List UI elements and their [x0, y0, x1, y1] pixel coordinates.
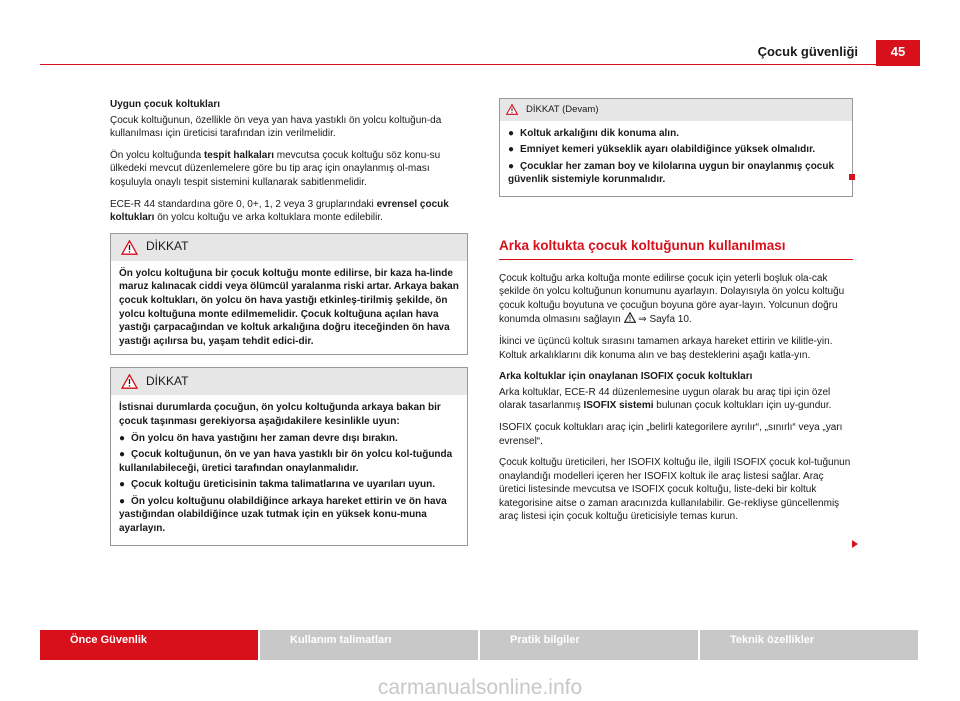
warning-title: DİKKAT (Devam) [526, 104, 599, 115]
suitable-seats-heading: Uygun çocuk koltukları [110, 99, 221, 110]
warning-box-front-seat [110, 233, 468, 356]
page-number-badge: 45 [876, 40, 920, 66]
warning-triangle-icon [121, 374, 138, 389]
tab-practical-tips[interactable]: Pratik bilgiler [480, 630, 698, 660]
paragraph-anchor-rings: Ön yolcu koltuğunda tespit halkaları mevcutsa çocuk koltuğu söz konu-su ülkedeki mevcut düzenlemelere göre bu tip araç için onaylanmış ol-ması koşuluyla onaylı tespit sistemini kullanarak sabitlenmelidir. [110, 149, 441, 188]
warning-box-exceptions [110, 367, 468, 545]
list-item: ● Çocuk koltuğunun, ön ve yan hava yastıklı bir ön yolcu kol-tuğunda kullanılabileceği, üretici tarafından onaylanmalıdır. [119, 449, 453, 474]
isofix-heading: Arka koltuklar için onaylanan ISOFIX çocuk koltukları [499, 371, 753, 383]
paragraph-approval: Çocuk koltuğunun, özellikle ön veya yan hava yastıklı ön yolcu koltuğun-da kullanılması için üreticisi tarafından izin verilmelidir. [110, 114, 442, 140]
warning-text: Ön yolcu koltuğuna bir çocuk koltuğu monte edilirse, bir kaza ha-linde maruz kalınacak ciddi veya ölümcül yaralanma riski artar. Arkaya bakan çocuk koltukları, ön yolcu ön hava yastığı etkinleş-tirilmiş şekilde, ön yolcu koltuğuna monte edilmemelidir. Çocuk koltuğuna açılan hava yastığı çarpacağından ve koltuk arkalığına doğru iteceğinden ön hava yastığı açılırsa bu, yaşam tehdit edici-dir. [119, 267, 459, 347]
warning-triangle-icon [121, 240, 138, 255]
continue-arrow-icon [852, 540, 858, 548]
warning-title: DİKKAT [146, 239, 189, 254]
header-divider [40, 64, 918, 65]
paragraph-seat-rows: İkinci ve üçüncü koltuk sırasını tamamen arkaya hareket ettirin ve kilitle-yin. Koltuk arkalıklarını dik konuma alın ve baş desteklerini aşağı katla-yın. [499, 335, 833, 361]
list-item: ● Çocuk koltuğu üreticisinin takma talimatlarına ve uyarıları uyun. [119, 479, 436, 491]
list-item: ● Emniyet kemeri yükseklik ayarı olabildiğince yüksek olmalıdır. [508, 144, 816, 156]
warning-triangle-icon [624, 312, 636, 323]
paragraph-rear-seat-space: Çocuk koltuğu arka koltuğa monte edilirse çocuk için yeterli boşluk ola-cak şekilde ön yolcu koltuğunun konumunu ayarlayın. Dolayısıyla ön yolcu koltuğu çocuk koltuğu boyutuna ve çocuğun boyuna göre ayar-layın. Yolcunun doğru konumda olmasını sağlayın ⇒ Sayfa 10. [499, 272, 845, 326]
list-item: ● Koltuk arkalığını dik konuma alın. [508, 127, 679, 139]
tab-safety-first[interactable]: Önce Güvenlik [40, 630, 258, 660]
warning-title: DİKKAT [146, 374, 189, 389]
section-title-rear-seat: Arka koltukta çocuk koltuğunun kullanılması [499, 239, 853, 260]
page-reference-link[interactable]: ⇒ Sayfa 10. [638, 314, 692, 326]
watermark: carmanualsonline.info [377, 676, 583, 699]
tab-operating-instructions[interactable]: Kullanım talimatları [260, 630, 478, 660]
list-item: ● Çocuklar her zaman boy ve kilolarına uygun bir onaylanmış çocuk güvenlik sistemiyle korunmalıdır. [508, 160, 835, 186]
page-title: Çocuk güvenliği [757, 44, 858, 59]
list-item: ● Ön yolcu ön hava yastığını her zaman devre dışı bırakın. [119, 432, 398, 444]
paragraph-isofix-lists: Çocuk koltuğu üreticileri, her ISOFIX koltuğu ile, ilgili ISOFIX çocuk kol-tuğunun onaylandığı modelleri içeren her ISOFIX koltuk ile araç listesi sağlar. Araç üretici listesinde mevcutsa ve ISOFIX çocuk koltuğu, liste-deki bir koltuk kategorisine aitse o zaman aracınızda kullanılabilir. Ge-rekliyse güncellenmiş araç listesi için çocuk koltuğu üreticisiyle temas kurun. [499, 457, 851, 523]
footer-nav [40, 630, 918, 660]
section-end-marker [849, 174, 855, 180]
paragraph-isofix-system: Arka koltuklar, ECE-R 44 düzenlemesine uygun olarak bu araç tipi için özel olarak tasarlanmış ISOFIX sistemi bulunan çocuk koltukları için uy-gundur. [499, 386, 832, 412]
right-column [499, 98, 853, 532]
paragraph-ece-groups: ECE-R 44 standardına göre 0, 0+, 1, 2 veya 3 gruplarındaki evrensel çocuk koltukları ön yolcu koltuğu ve arka koltuklara monte edilebilir. [110, 198, 449, 224]
tab-technical-data[interactable]: Teknik özellikler [700, 630, 918, 660]
warning-triangle-icon [506, 104, 518, 115]
warning-intro: İstisnai durumlarda çocuğun, ön yolcu koltuğunda arkaya bakan bir çocuk taşınması gerekiyorsa aşağıdakilere kesinlikle uyun: [119, 402, 441, 427]
paragraph-isofix-categories: ISOFIX çocuk koltukları araç için „belirli kategorilere ayrılır“, „sınırlı“ veya „yarı evrensel“. [499, 421, 843, 447]
warning-box-continued [499, 98, 853, 197]
left-column [110, 98, 468, 558]
list-item: ● Ön yolcu koltuğunu olabildiğince arkaya hareket ettirin ve ön hava yastığından olabildiğince uzak tutmak için en yüksek konu-muna ayarlayın. [119, 495, 447, 535]
